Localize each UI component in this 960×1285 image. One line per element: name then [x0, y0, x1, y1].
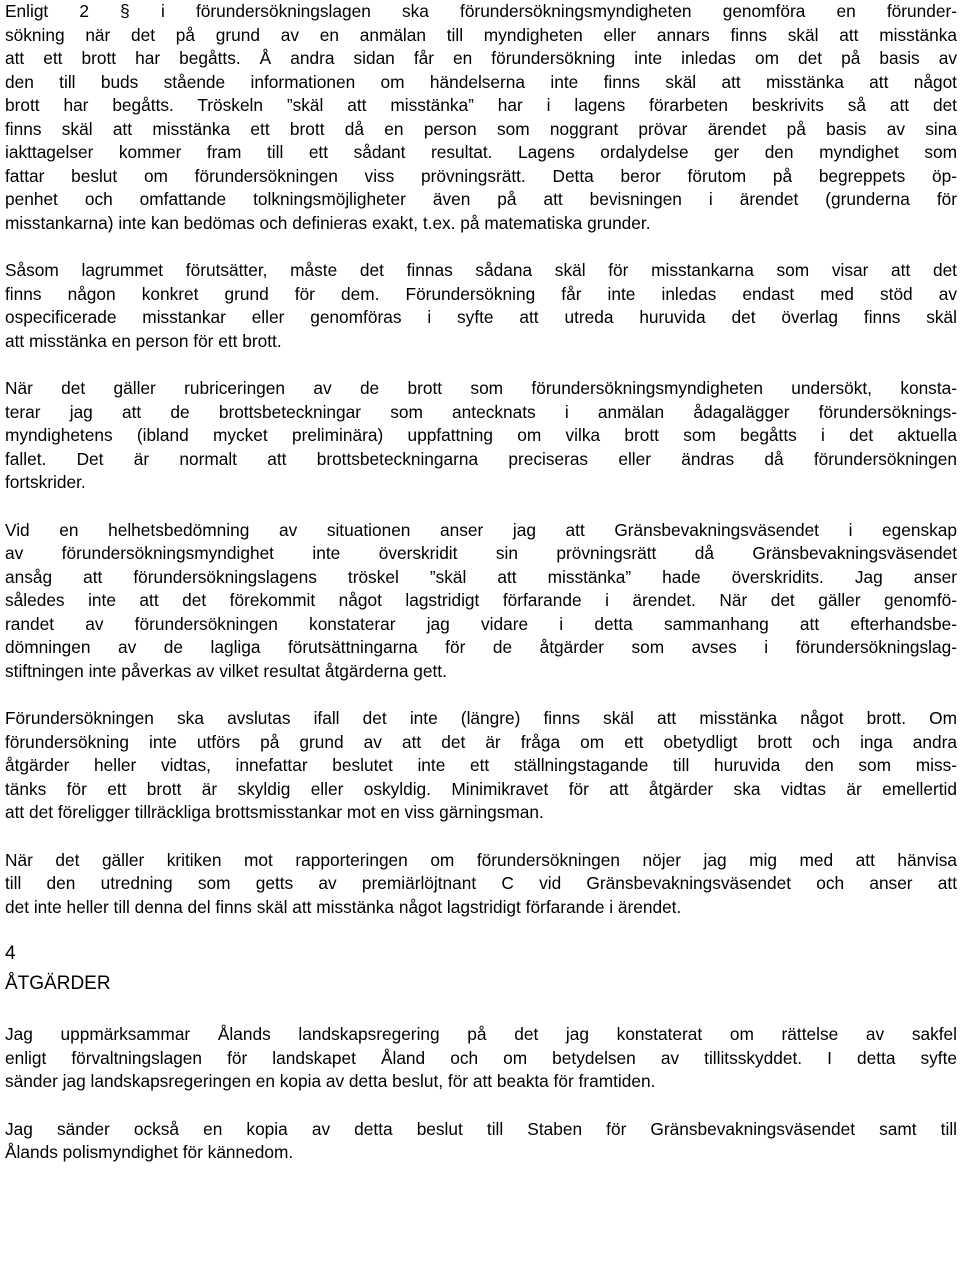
paragraph-3	[5, 377, 957, 495]
paragraph-4	[5, 519, 957, 684]
text-line: tänks för ett brott är skyldig eller oskyldig. Minimikravet för att åtgärder ska vidtas är emellertid	[5, 778, 957, 799]
text-line: att det föreligger tillräckliga brottsmisstankar mot en viss gärningsman.	[5, 802, 544, 822]
text-line: terar jag att de brottsbeteckningar som antecknats i anmälan ådagalägger förundersöknings-	[5, 401, 957, 422]
section-spacer	[5, 919, 957, 939]
text-line: Förundersökningen ska avslutas ifall det inte (längre) finns skäl att misstänka något brott. Om	[5, 708, 957, 728]
text-line: ansåg att förundersökningslagens tröskel ”skäl att misstänka” hade överskridits. Jag anser	[5, 566, 957, 587]
text-line: sänder jag landskapsregeringen en kopia av detta beslut, för att beakta för framtiden.	[5, 1071, 656, 1091]
paragraph-spacer	[5, 999, 957, 1023]
text-line: Jag sänder också en kopia av detta beslut till Staben för Gränsbevakningsväsendet samt till	[5, 1118, 957, 1139]
text-line: Såsom lagrummet förutsätter, måste det finnas sådana skäl för misstankarna som visar att det	[5, 260, 957, 280]
text-line: stiftningen inte påverkas av vilket resultat åtgärderna gett.	[5, 660, 447, 681]
text-line: fattar beslut om förundersökningen viss prövningsrätt. Detta beror förutom på begreppets öp-	[5, 165, 957, 186]
paragraph-spacer	[5, 683, 957, 707]
text-line: När det gäller rubriceringen av de brott som förundersökningsmyndigheten undersökt, konsta-	[5, 378, 957, 398]
text-line: sökning när det på grund av en anmälan till myndigheten eller annars finns skäl att misstänka	[5, 24, 957, 45]
text-line: finns skäl att misstänka ett brott då en person som noggrant prövar ärendet på basis av sina	[5, 118, 957, 139]
paragraph-6	[5, 849, 957, 920]
text-line: åtgärder heller vidtas, innefattar beslutet inte ett ställningstagande till huruvida den som miss-	[5, 755, 957, 775]
text-line: misstankarna) inte kan bedömas och definieras exakt, t.ex. på matematiska grunder.	[5, 212, 651, 233]
paragraph-spacer	[5, 825, 957, 849]
text-line: till den utredning som getts av premiärlöjtnant C vid Gränsbevakningsväsendet och anser att	[5, 873, 957, 893]
text-line: finns någon konkret grund för dem. Förundersökning får inte inledas endast med stöd av	[5, 283, 957, 304]
text-line: fallet. Det är normalt att brottsbeteckningarna preciseras eller ändras då förundersökningen	[5, 448, 957, 469]
text-line: det inte heller till denna del finns skäl att misstänka något lagstridigt förfarande i ärendet.	[5, 896, 682, 917]
text-line: ospecificerade misstankar eller genomföras i syfte att utreda huruvida det överlag finns skäl	[5, 307, 957, 327]
text-line: iakttagelser kommer fram till ett sådant resultat. Lagens ordalydelse ger den myndighet som	[5, 142, 957, 162]
closing-paragraph-1	[5, 1023, 957, 1094]
paragraph-5	[5, 707, 957, 825]
text-line: således inte att det förekommit något lagstridigt förfarande i ärendet. När det gäller genomfö-	[5, 590, 957, 610]
text-line: av förundersökningsmyndighet inte överskridit sin prövningsrätt då Gränsbevakningsväsendet	[5, 543, 957, 563]
text-line: Vid en helhetsbedömning av situationen anser jag att Gränsbevakningsväsendet i egenskap	[5, 519, 957, 540]
paragraph-spacer	[5, 353, 957, 377]
text-line: fortskrider.	[5, 472, 86, 492]
text-line: dömningen av de lagliga förutsättningarna för de åtgärder som avses i förundersökningslag-	[5, 637, 957, 657]
text-line: Ålands polismyndighet för kännedom.	[5, 1142, 294, 1162]
paragraph-spacer	[5, 495, 957, 519]
text-line: att ett brott har begåtts. Å andra sidan får en förundersökning inte inledas om det på basis av	[5, 48, 957, 68]
text-line: Enligt 2 § i förundersökningslagen ska förundersökningsmyndigheten genomföra en förunder-	[5, 1, 957, 21]
section-number: 4	[5, 943, 16, 964]
text-line: enligt förvaltningslagen för landskapet Åland och om betydelsen av tillitsskyddet. I detta syfte	[5, 1047, 957, 1068]
text-line: att misstänka en person för ett brott.	[5, 330, 282, 351]
paragraph-spacer	[5, 235, 957, 259]
paragraph-2	[5, 259, 957, 353]
text-line: Jag uppmärksammar Ålands landskapsregering på det jag konstaterat om rättelse av sakfel	[5, 1024, 957, 1044]
paragraph-spacer	[5, 1094, 957, 1118]
paragraph-1	[5, 0, 957, 235]
document-page	[5, 0, 957, 1165]
text-line: brott har begåtts. Tröskeln ”skäl att misstänka” har i lagens förarbeten beskrivits så att det	[5, 95, 957, 115]
section-heading	[5, 939, 957, 999]
text-line: penhet och omfattande tolkningsmöjligheter även på att bevisningen i ärendet (grunderna för	[5, 189, 957, 209]
text-line: När det gäller kritiken mot rapporteringen om förundersökningen nöjer jag mig med att hänvisa	[5, 849, 957, 870]
section-title: ÅTGÄRDER	[5, 973, 111, 994]
closing-paragraph-2	[5, 1118, 957, 1165]
text-line: den till buds stående informationen om händelserna inte finns skäl att misstänka att något	[5, 71, 957, 92]
text-line: randet av förundersökningen konstaterar jag vidare i detta sammanhang att efterhandsbe-	[5, 613, 957, 634]
text-line: myndighetens (ibland mycket preliminära) uppfattning om vilka brott som begåtts i det aktuella	[5, 425, 957, 445]
text-line: förundersökning inte utförs på grund av att det är fråga om ett obetydligt brott och inga andra	[5, 731, 957, 752]
